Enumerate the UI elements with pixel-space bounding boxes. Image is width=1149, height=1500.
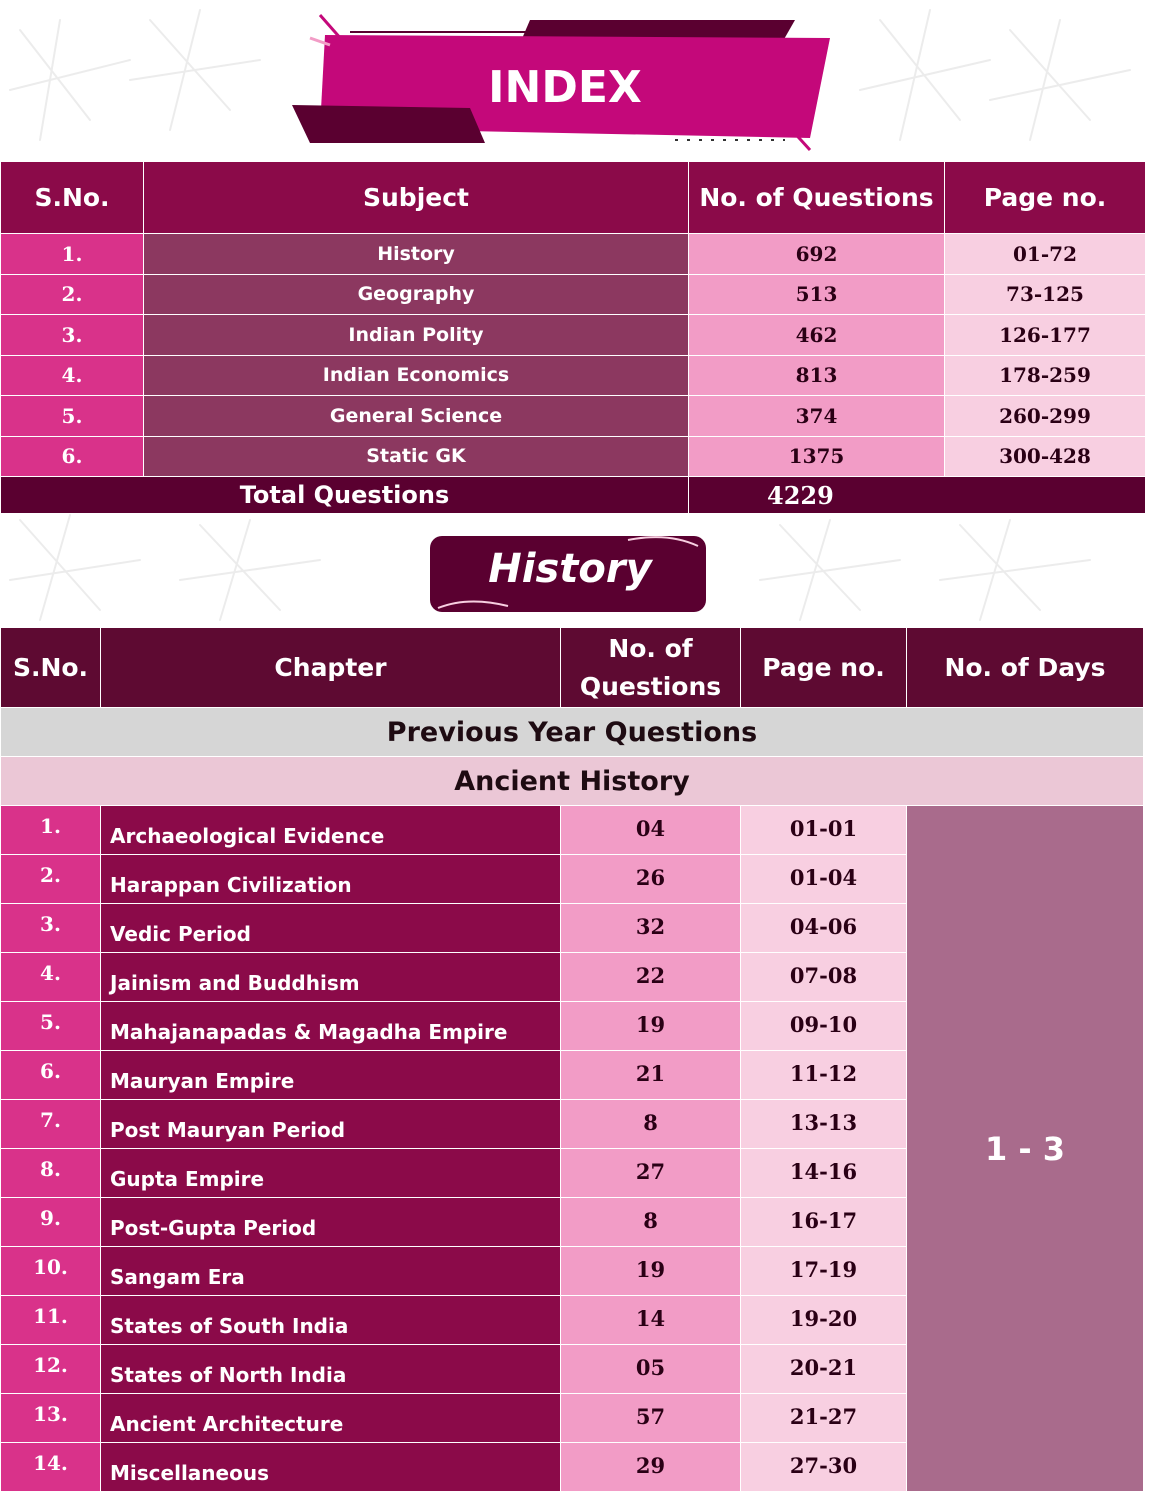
index-subject: General Science (144, 396, 689, 437)
chapter-name: States of South India (101, 1296, 561, 1345)
chapter-name: Vedic Period (101, 904, 561, 953)
index-pages: 300-428 (945, 436, 1146, 477)
history-header-row (1, 628, 1144, 708)
chapter-sno: 9. (1, 1198, 101, 1247)
index-header-row (1, 162, 1146, 234)
index-questions: 513 (689, 274, 945, 315)
chapter-pages: 27-30 (741, 1443, 907, 1492)
index-title: INDEX (488, 62, 642, 113)
chapter-pages: 20-21 (741, 1345, 907, 1394)
chapter-questions: 8 (561, 1198, 741, 1247)
chapter-pages: 09-10 (741, 1002, 907, 1051)
index-sno: 3. (1, 315, 144, 356)
chapter-pages: 01-04 (741, 855, 907, 904)
chapter-sno: 4. (1, 953, 101, 1002)
chapter-pages: 14-16 (741, 1149, 907, 1198)
chapter-questions: 8 (561, 1100, 741, 1149)
index-pages: 01-72 (945, 234, 1146, 275)
chapter-name: States of North India (101, 1345, 561, 1394)
index-row (1, 355, 1146, 396)
index-header-pages: Page no. (945, 162, 1146, 234)
index-pages: 126-177 (945, 315, 1146, 356)
chapter-questions: 05 (561, 1345, 741, 1394)
chapter-questions: 27 (561, 1149, 741, 1198)
chapter-pages: 01-01 (741, 806, 907, 855)
index-total-value: 4229 (689, 477, 1146, 514)
days-value: 1 - 3 (907, 806, 1144, 1492)
chapter-questions: 19 (561, 1247, 741, 1296)
chapter-name: Post Mauryan Period (101, 1100, 561, 1149)
chapter-pages: 13-13 (741, 1100, 907, 1149)
chapter-pages: 21-27 (741, 1394, 907, 1443)
chapter-name: Mahajanapadas & Magadha Empire (101, 1002, 561, 1051)
chapter-sno: 14. (1, 1443, 101, 1492)
index-row (1, 315, 1146, 356)
index-header-subject: Subject (144, 162, 689, 234)
index-header-questions: No. of Questions (689, 162, 945, 234)
subsection-row (1, 757, 1144, 806)
chapter-name: Harappan Civilization (101, 855, 561, 904)
index-subject: Indian Economics (144, 355, 689, 396)
index-row (1, 234, 1146, 275)
index-table (0, 161, 1146, 514)
chapter-name: Archaeological Evidence (101, 806, 561, 855)
chapter-questions: 29 (561, 1443, 741, 1492)
chapter-questions: 22 (561, 953, 741, 1002)
chapter-name: Post-Gupta Period (101, 1198, 561, 1247)
index-sno: 4. (1, 355, 144, 396)
chapter-pages: 19-20 (741, 1296, 907, 1345)
chapter-name: Miscellaneous (101, 1443, 561, 1492)
index-sno: 1. (1, 234, 144, 275)
chapter-sno: 2. (1, 855, 101, 904)
chapter-questions: 19 (561, 1002, 741, 1051)
chapter-name: Mauryan Empire (101, 1051, 561, 1100)
chapter-sno: 1. (1, 806, 101, 855)
chapter-name: Sangam Era (101, 1247, 561, 1296)
chapter-sno: 6. (1, 1051, 101, 1100)
chapter-sno: 12. (1, 1345, 101, 1394)
section-title: Previous Year Questions (1, 708, 1144, 757)
chapter-questions: 14 (561, 1296, 741, 1345)
index-total-row (1, 477, 1146, 514)
subsection-title: Ancient History (1, 757, 1144, 806)
chapter-sno: 8. (1, 1149, 101, 1198)
history-title: History (488, 546, 652, 592)
history-header-days: No. of Days (907, 628, 1144, 708)
index-subject: History (144, 234, 689, 275)
chapter-pages: 11-12 (741, 1051, 907, 1100)
chapter-name: Jainism and Buddhism (101, 953, 561, 1002)
chapter-questions: 32 (561, 904, 741, 953)
chapter-pages: 04-06 (741, 904, 907, 953)
index-sno: 5. (1, 396, 144, 437)
chapter-sno: 10. (1, 1247, 101, 1296)
chapter-sno: 5. (1, 1002, 101, 1051)
chapter-questions: 57 (561, 1394, 741, 1443)
index-pages: 178-259 (945, 355, 1146, 396)
index-subject: Indian Polity (144, 315, 689, 356)
chapter-name: Gupta Empire (101, 1149, 561, 1198)
chapter-questions: 04 (561, 806, 741, 855)
index-questions: 813 (689, 355, 945, 396)
history-header-chapter: Chapter (101, 628, 561, 708)
index-header-sno: S.No. (1, 162, 144, 234)
index-pages: 260-299 (945, 396, 1146, 437)
index-questions: 692 (689, 234, 945, 275)
chapter-questions: 26 (561, 855, 741, 904)
history-header-questions: No. of Questions (561, 628, 741, 708)
chapter-sno: 13. (1, 1394, 101, 1443)
index-sno: 6. (1, 436, 144, 477)
chapter-sno: 7. (1, 1100, 101, 1149)
index-questions: 462 (689, 315, 945, 356)
chapter-pages: 07-08 (741, 953, 907, 1002)
chapter-pages: 16-17 (741, 1198, 907, 1247)
history-table (0, 627, 1144, 1492)
chapter-pages: 17-19 (741, 1247, 907, 1296)
index-subject: Static GK (144, 436, 689, 477)
index-subject: Geography (144, 274, 689, 315)
chapter-questions: 21 (561, 1051, 741, 1100)
index-row (1, 274, 1146, 315)
history-header-sno: S.No. (1, 628, 101, 708)
history-header-pages: Page no. (741, 628, 907, 708)
index-pages: 73-125 (945, 274, 1146, 315)
index-questions: 374 (689, 396, 945, 437)
index-questions: 1375 (689, 436, 945, 477)
chapter-sno: 11. (1, 1296, 101, 1345)
chapter-name: Ancient Architecture (101, 1394, 561, 1443)
index-total-label: Total Questions (1, 477, 689, 514)
section-row (1, 708, 1144, 757)
chapter-sno: 3. (1, 904, 101, 953)
index-row (1, 396, 1146, 437)
index-sno: 2. (1, 274, 144, 315)
index-row (1, 436, 1146, 477)
chapter-row (1, 806, 1144, 855)
